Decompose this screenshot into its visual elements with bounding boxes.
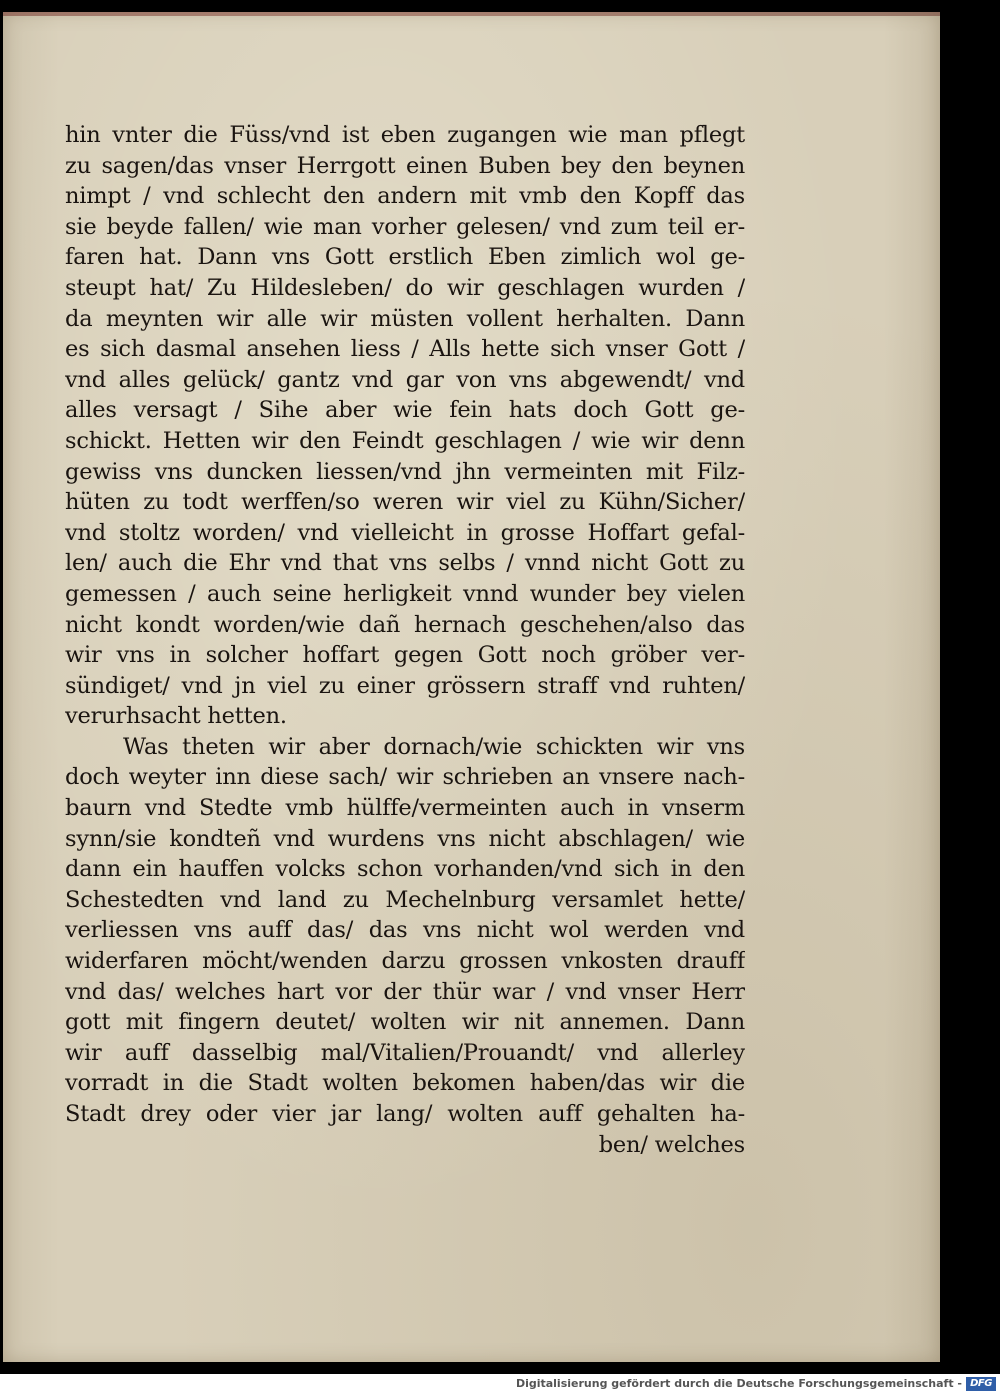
- text-line: vnd stoltz worden/ vnd vielleicht in grosse Hoffart gefal-: [65, 519, 745, 546]
- text-line: gewiss vns duncken liessen/vnd jhn vermeinten mit Filz-: [65, 458, 745, 485]
- text-line: hüten zu todt werffen/so weren wir viel zu Kühn/Sicher/: [65, 489, 745, 516]
- text-line: verurhsacht hetten.: [65, 703, 287, 730]
- text-line: baurn vnd Stedte vmb hülffe/vermeinten auch in vnserm: [65, 795, 745, 822]
- text-line: doch weyter inn diese sach/ wir schrieben an vnsere nach-: [65, 764, 745, 791]
- dfg-logo-icon: DFG: [966, 1377, 996, 1391]
- text-line: vorradt in die Stadt wolten bekomen haben/das wir die: [65, 1070, 745, 1097]
- text-line: es sich dasmal ansehen liess / Alls hette sich vnser Gott /: [65, 336, 745, 363]
- text-line: synn/sie kondteñ vnd wurdens vns nicht abschlagen/ wie: [65, 825, 745, 852]
- text-line: wir auff dasselbig mal/Vitalien/Prouandt/ vnd allerley: [65, 1039, 745, 1066]
- text-line: vnd das/ welches hart vor der thür war / vnd vnser Herr: [65, 978, 745, 1005]
- text-line: gott mit fingern deutet/ wolten wir nit annemen. Dann: [65, 1009, 745, 1036]
- catchword: ben/ welches: [598, 1131, 745, 1158]
- text-line: da meynten wir alle wir müsten vollent herhalten. Dann: [65, 305, 745, 332]
- text-line: hin vnter die Füss/vnd ist eben zugangen wie man pflegt: [65, 122, 745, 148]
- book-page: [3, 12, 940, 1362]
- text-line: nimpt / vnd schlecht den andern mit vmb den Kopff das: [65, 183, 745, 210]
- body-text: [65, 120, 745, 1160]
- text-line: Stadt drey oder vier jar lang/ wolten auff gehalten ha-: [65, 1101, 745, 1127]
- page-top-edge: [3, 12, 940, 16]
- text-line: wir vns in solcher hoffart gegen Gott noch gröber ver-: [65, 642, 745, 669]
- text-line: sündiget/ vnd jn viel zu einer grössern straff vnd ruhten/: [65, 672, 745, 699]
- text-line: zu sagen/das vnser Herrgott einen Buben bey den beynen: [65, 152, 745, 179]
- footer-bar: [0, 1374, 1000, 1395]
- text-line-paragraph-start: Was theten wir aber dornach/wie schickten wir vns: [123, 733, 745, 760]
- text-line: schickt. Hetten wir den Feindt geschlagen / wie wir denn: [65, 427, 745, 454]
- funding-credit: Digitalisierung gefördert durch die Deutsche Forschungsgemeinschaft -: [515, 1377, 962, 1390]
- text-line: steupt hat/ Zu Hildesleben/ do wir geschlagen wurden /: [65, 274, 745, 301]
- text-line: dann ein hauffen volcks schon vorhanden/vnd sich in den: [65, 856, 745, 883]
- text-line: verliessen vns auff das/ das vns nicht wol werden vnd: [65, 917, 745, 944]
- text-line: len/ auch die Ehr vnd that vns selbs / vnnd nicht Gott zu: [65, 550, 745, 577]
- text-line: faren hat. Dann vns Gott erstlich Eben zimlich wol ge-: [65, 244, 745, 271]
- text-line: widerfaren möcht/wenden darzu grossen vnkosten drauff: [65, 948, 745, 975]
- text-line: sie beyde fallen/ wie man vorher gelesen/ vnd zum teil er-: [65, 213, 745, 240]
- text-line: vnd alles gelück/ gantz vnd gar von vns abgewendt/ vnd: [65, 366, 745, 393]
- text-line: nicht kondt worden/wie dañ hernach geschehen/also das: [65, 611, 745, 638]
- text-line: gemessen / auch seine herligkeit vnnd wunder bey vielen: [65, 580, 745, 607]
- text-line: alles versagt / Sihe aber wie fein hats doch Gott ge-: [65, 397, 745, 424]
- text-line: Schestedten vnd land zu Mechelnburg versamlet hette/: [65, 886, 745, 913]
